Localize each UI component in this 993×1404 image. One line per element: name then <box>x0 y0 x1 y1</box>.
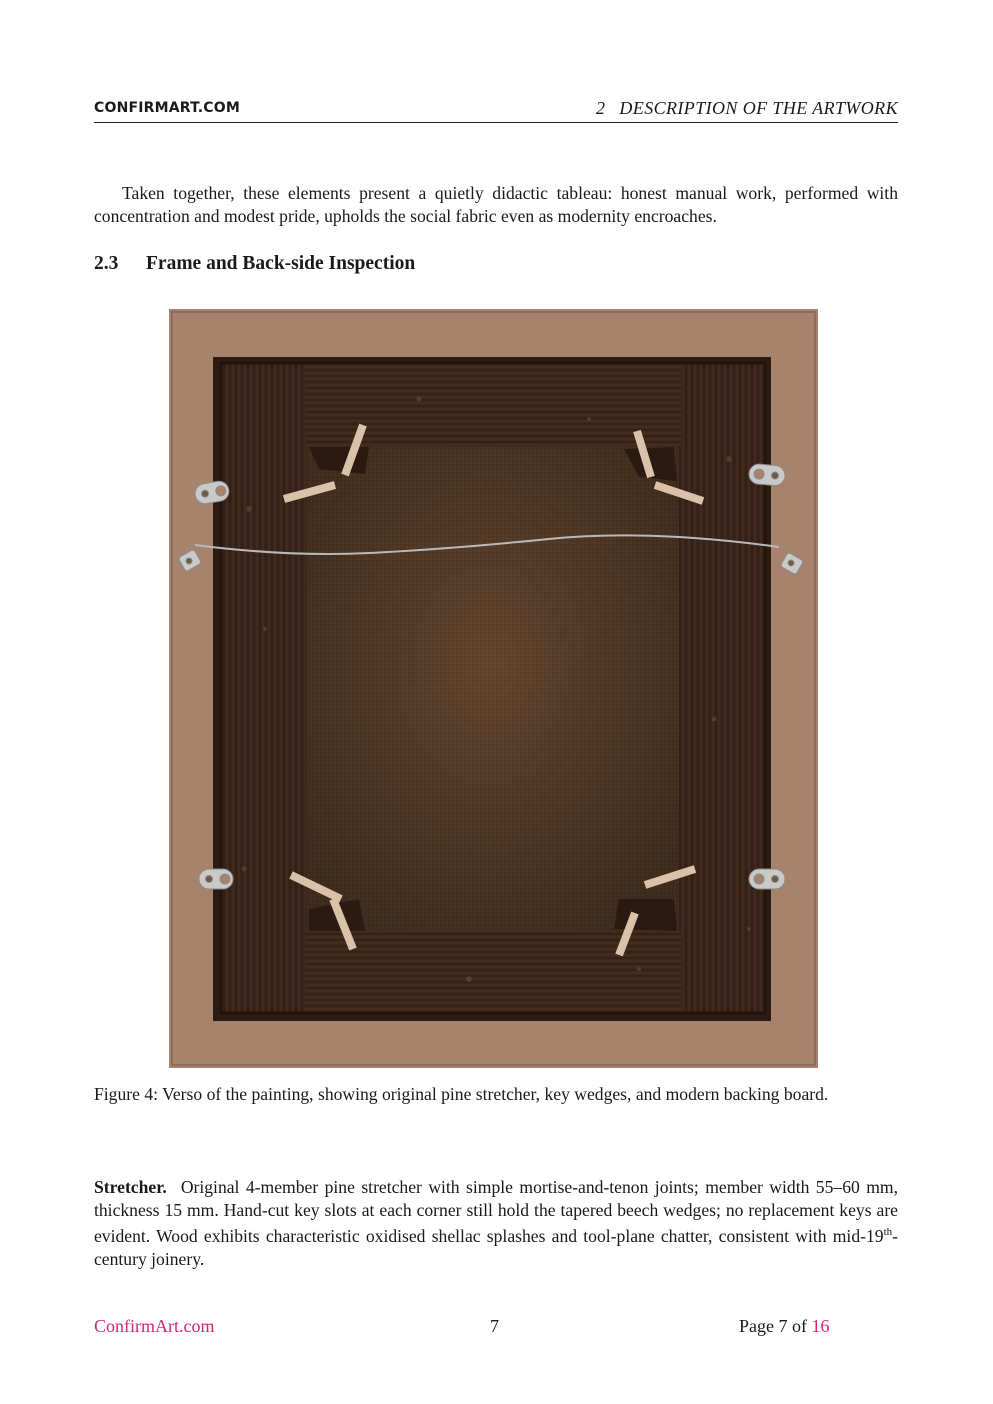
stretcher-run-in: Stretcher. <box>94 1177 167 1197</box>
stretcher-text: Original 4-member pine stretcher with simple mortise-and-tenon joints; member width 55–60 mm, thickness 15 mm. Hand-cut key slots at each corner still hold the tapered beech wedges; no replacement keys are evident. Wood exhibits characteristic oxidised shellac splashes and tool-plane chatter, consistent with mid-19 <box>94 1177 898 1247</box>
superscript-th: th <box>883 1226 893 1239</box>
figure-verso-photo <box>169 309 818 1068</box>
stretcher-left <box>221 363 307 1013</box>
stretcher-paragraph <box>94 1176 898 1270</box>
header-section <box>596 98 898 119</box>
header-brand: CONFIRMART.COM <box>94 100 241 116</box>
figure-caption: Figure 4: Verso of the painting, showing original pine stretcher, key wedges, and modern backing board. <box>94 1084 829 1104</box>
stretcher-text-end: -century joinery. <box>94 1226 898 1269</box>
section-title: Frame and Back-side Inspection <box>146 253 416 274</box>
footer-site-link[interactable]: ConfirmArt.com <box>94 1316 215 1336</box>
footer-page-number: 7 <box>490 1316 499 1336</box>
intro-paragraph: Taken together, these elements present a quietly didactic tableau: honest manual work, performed with concentration and modest pride, upholds the social fabric even as modernity encroaches. <box>94 183 898 226</box>
stretcher-right <box>679 363 765 1013</box>
footer-page-of <box>739 1316 829 1337</box>
section-heading <box>94 253 415 275</box>
running-header <box>94 98 898 123</box>
verso-illustration <box>169 309 818 1068</box>
footer-page-label: Page 7 of <box>739 1316 812 1336</box>
footer-page-total-link[interactable]: 16 <box>811 1316 830 1336</box>
section-number: 2.3 <box>94 253 119 274</box>
header-section-title: DESCRIPTION OF THE ARTWORK <box>619 98 898 118</box>
page-footer <box>0 1316 993 1340</box>
header-section-number: 2 <box>596 98 606 118</box>
